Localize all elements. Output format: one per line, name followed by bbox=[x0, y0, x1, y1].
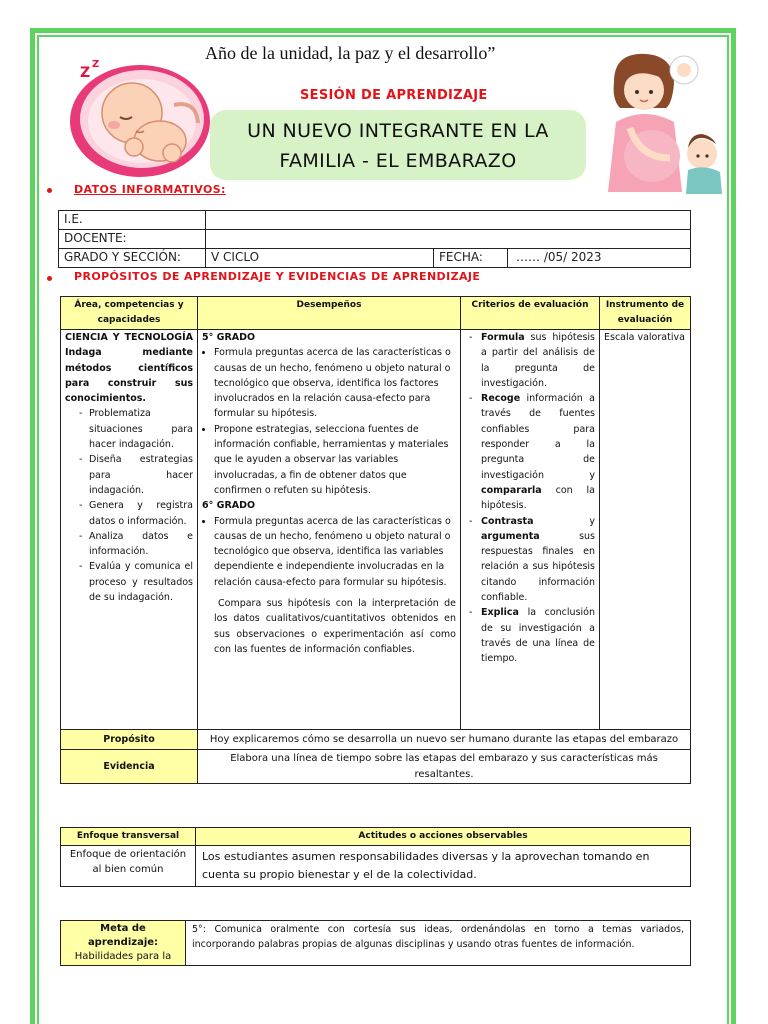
criterio-3: - Contrasta y argumenta sus respuestas finales en relación a sus hipótesis citando información confiable. bbox=[469, 515, 595, 604]
grado6-paragraph: Compara sus hipótesis con la interpretación de los datos cualitativos/cuantitativos obtenidos en sus observaciones o experimentación así como con las fuentes de información confiables. bbox=[214, 598, 456, 655]
criterio-verb: Recoge bbox=[481, 393, 521, 405]
table-header-row bbox=[61, 297, 691, 330]
criterio-verb: Contrasta bbox=[481, 515, 534, 527]
ie-value bbox=[206, 211, 691, 230]
criterio-text: información a través de fuentes confiables para responder a la pregunta de investigación y bbox=[481, 393, 595, 481]
criterio-text: y bbox=[533, 515, 595, 527]
title-box bbox=[210, 110, 586, 180]
criterio-verb: argumenta bbox=[481, 530, 540, 542]
title-line-2: FAMILIA - EL EMBARAZO bbox=[279, 150, 517, 172]
grado5-label: 5° GRADO bbox=[202, 332, 256, 343]
grado5-list bbox=[202, 345, 456, 498]
enfoque-name: Enfoque de orientación al bien común bbox=[61, 846, 196, 887]
year-motto: Año de la unidad, la paz y el desarrollo” bbox=[205, 43, 496, 63]
svg-text:Z: Z bbox=[80, 65, 91, 81]
criterio-verb: compararla bbox=[481, 484, 542, 496]
bullet-icon bbox=[47, 188, 52, 193]
table-header-row bbox=[61, 828, 691, 846]
propositos-heading: PROPÓSITOS DE APRENDIZAJE Y EVIDENCIAS DE APRENDIZAJE bbox=[74, 270, 481, 283]
list-item: - Analiza datos e información. bbox=[77, 529, 193, 560]
list-item: - Problematiza situaciones para hacer indagación. bbox=[77, 406, 193, 452]
list-item: - Genera y registra datos o información. bbox=[77, 498, 193, 529]
grado6-list bbox=[202, 514, 456, 590]
instrumento-cell: Escala valorativa bbox=[600, 330, 691, 730]
datos-table bbox=[58, 210, 691, 268]
criterio-text: sus hipótesis a partir del análisis de la pregunta de investigación. bbox=[481, 332, 595, 389]
table-row bbox=[61, 730, 691, 750]
list-item: - Evalúa y comunica el proceso y resultados de su indagación. bbox=[77, 559, 193, 605]
title-line-1: UN NUEVO INTEGRANTE EN LA bbox=[247, 120, 549, 142]
table-row bbox=[61, 330, 691, 730]
area-title: CIENCIA Y TECNOLOGÍA bbox=[65, 332, 193, 343]
criterio-text: la conclusión de su investigación a través de una línea de tiempo. bbox=[481, 607, 595, 665]
meta-label: Meta de aprendizaje: bbox=[87, 923, 159, 948]
proposito-text: Hoy explicaremos cómo se desarrolla un nuevo ser humano durante las etapas del embarazo bbox=[198, 730, 691, 750]
criterio-verb: Formula bbox=[481, 332, 525, 343]
criterio-text: sus respuestas finales en relación a sus hipótesis citando información confiable. bbox=[481, 530, 595, 604]
table-row bbox=[59, 249, 691, 268]
criterio-verb: Explica bbox=[481, 607, 519, 619]
area-cell bbox=[61, 330, 198, 730]
actitudes-col-header: Actitudes o acciones observables bbox=[196, 828, 691, 846]
enfoque-col-header: Enfoque transversal bbox=[61, 828, 196, 846]
meta-table bbox=[60, 920, 691, 966]
table-row bbox=[61, 846, 691, 887]
proposito-label: Propósito bbox=[61, 730, 198, 750]
list-item: • Propone estrategias, selecciona fuentes de información confiable, herramientas y materiales que le ayuden a observar las variables involucradas, a fin de obtener datos que confirmen o refuten su hipótesis. bbox=[214, 422, 456, 498]
col-header-criterios: Criterios de evaluación bbox=[461, 297, 600, 330]
list-item: • Formula preguntas acerca de las características o causas de un hecho, fenómeno u objeto natural o tecnológico que observa, identifica los factores involucrados en la relación causa-efecto para formular su hipótesis. bbox=[214, 345, 456, 421]
docente-label: DOCENTE: bbox=[59, 230, 206, 249]
svg-text:Z: Z bbox=[92, 59, 100, 70]
col-header-desempenos: Desempeños bbox=[198, 297, 461, 330]
desempenos-cell bbox=[198, 330, 461, 730]
table-row bbox=[59, 211, 691, 230]
meta-sublabel: Habilidades para la bbox=[74, 951, 172, 962]
propositos-table bbox=[60, 296, 691, 784]
enfoque-table bbox=[60, 827, 691, 887]
docente-value bbox=[206, 230, 691, 249]
list-item: • Formula preguntas acerca de las características o causas de un hecho, fenómeno u objeto natural o tecnológico que observa, identifica las variables dependiente e independiente involucradas en la relación causa-efecto para formular su hipótesis. bbox=[214, 514, 456, 590]
evidencia-label: Evidencia bbox=[61, 750, 198, 784]
list-item: - Diseña estrategias para hacer indagación. bbox=[77, 452, 193, 498]
meta-text: 5°: Comunica oralmente con cortesía sus ideas, ordenándolas en torno a temas variados, incorporando palabras propias de algunas disciplinas y usando otras fuentes de información. bbox=[186, 921, 691, 966]
fecha-value: …… /05/ 2023 bbox=[508, 249, 691, 268]
fecha-label: FECHA: bbox=[434, 249, 508, 268]
meta-label-cell bbox=[61, 921, 186, 966]
criterio-2: - Recoge información a través de fuentes confiables para responder a la pregunta de investigación y compararla con la hipótesis. bbox=[469, 393, 595, 512]
criterio-text: con la hipótesis. bbox=[481, 484, 595, 512]
enfoque-text: Los estudiantes asumen responsabilidades diversas y la aprovechan tomando en cuenta su propio bienestar y el de la colectividad. bbox=[196, 846, 691, 887]
table-row bbox=[59, 230, 691, 249]
criterio-4: - Explica la conclusión de su investigación a través de una línea de tiempo. bbox=[469, 607, 595, 665]
datos-heading: DATOS INFORMATIVOS: bbox=[74, 183, 226, 196]
grado6-label: 6° GRADO bbox=[202, 500, 256, 512]
session-label: SESIÓN DE APRENDIZAJE bbox=[300, 88, 488, 103]
table-row bbox=[61, 750, 691, 784]
ie-label: I.E. bbox=[59, 211, 206, 230]
fetus-in-womb-illustration bbox=[62, 55, 212, 180]
criterios-cell bbox=[461, 330, 600, 730]
competencia-text: Indaga mediante métodos científicos para construir sus conocimientos. bbox=[65, 347, 193, 405]
col-header-area: Área, competencias y capacidades bbox=[61, 297, 198, 330]
bullet-icon bbox=[47, 276, 52, 281]
evidencia-text: Elabora una línea de tiempo sobre las etapas del embarazo y sus características más resaltantes. bbox=[198, 750, 691, 784]
grado-value: V CICLO bbox=[206, 249, 434, 268]
pregnant-mother-with-child-illustration bbox=[604, 52, 730, 194]
capacidades-list bbox=[65, 406, 193, 605]
criterio-1: - Formula sus hipótesis a partir del análisis de la pregunta de investigación. bbox=[469, 332, 595, 389]
grado-label: GRADO Y SECCIÓN: bbox=[59, 249, 206, 268]
table-row bbox=[61, 921, 691, 966]
col-header-instrumento: Instrumento de evaluación bbox=[600, 297, 691, 330]
